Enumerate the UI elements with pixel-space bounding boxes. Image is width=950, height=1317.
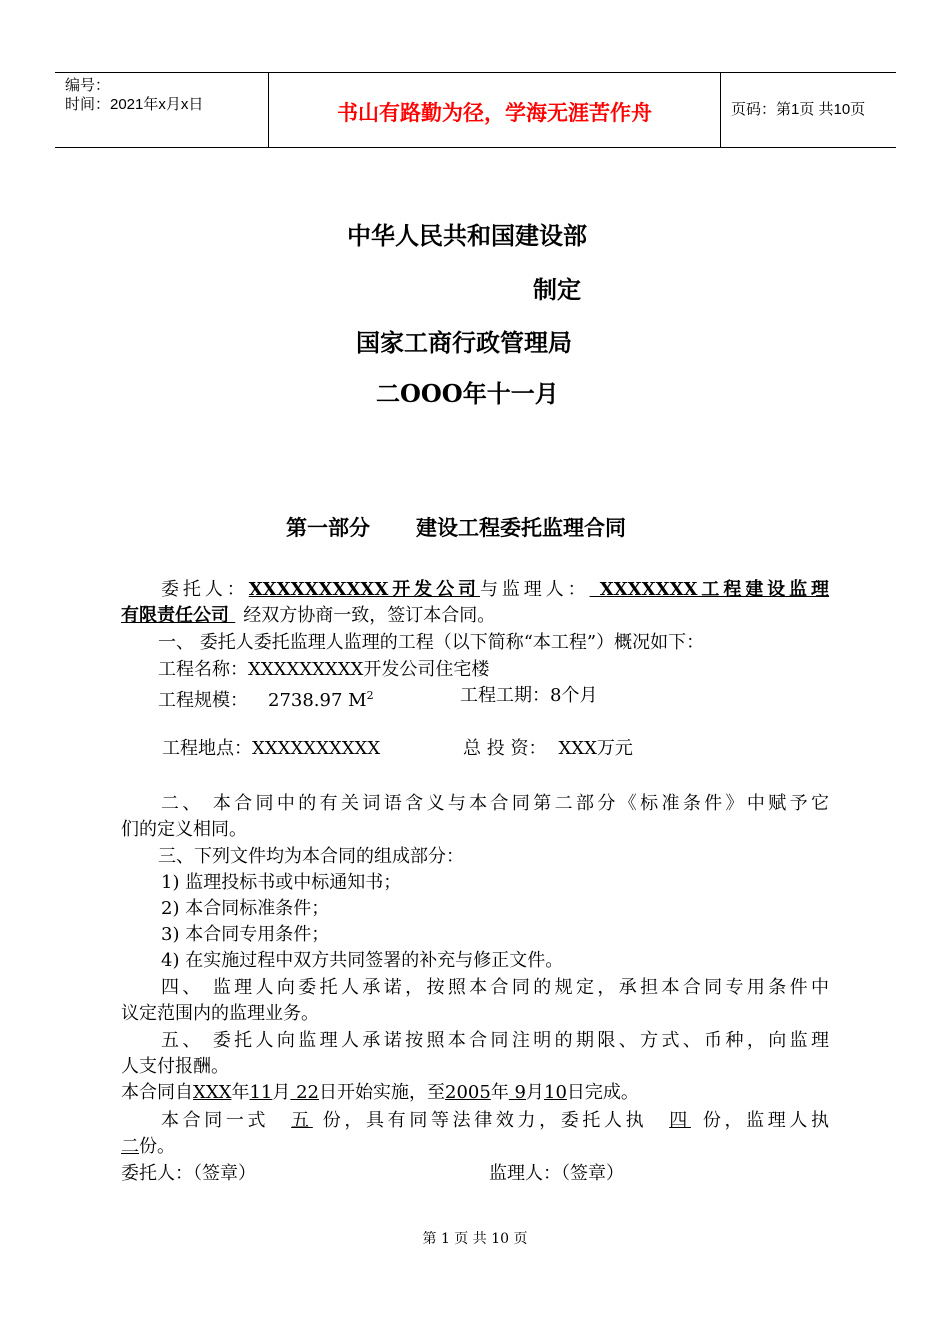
- clause-4-text-1: 四、 监理人向委托人承诺，按照本合同的规定，承担本合同专用条件中: [161, 977, 829, 998]
- part-heading: [286, 512, 626, 542]
- supervisor-name-1: XXXXXXX工程建设监理: [589, 579, 830, 600]
- term-text-d: 日开始实施，至: [319, 1082, 445, 1103]
- project-name: 工程名称：XXXXXXXXX开发公司住宅楼: [158, 659, 490, 680]
- project-duration: 工程工期：8个月: [460, 685, 598, 706]
- client-signature: 委托人：（签章）: [121, 1163, 256, 1184]
- copies-line-2: [121, 1135, 175, 1159]
- term-text-a: 本合同自: [121, 1082, 193, 1103]
- document-item-2: 2) 本合同标准条件；: [161, 898, 330, 919]
- page-header: [55, 72, 896, 148]
- term-start-month: 11: [249, 1082, 273, 1103]
- document-item-3: 3) 本合同专用条件；: [161, 924, 330, 945]
- issuer-administration: 国家工商行政管理局: [356, 328, 572, 357]
- clause-1: 一、 委托人委托监理人监理的工程（以下简称“本工程”）概况如下：: [158, 632, 705, 653]
- term-start-day: 22: [290, 1082, 319, 1103]
- header-motto: 书山有路勤为径，学海无涯苦作舟: [337, 100, 652, 125]
- term-text-c: 月: [272, 1082, 291, 1103]
- header-middle-cell: [268, 73, 721, 147]
- clause-4-line-2: 议定范围内的监理业务。: [121, 1003, 319, 1024]
- project-location: 工程地点：XXXXXXXXXX: [162, 738, 381, 759]
- header-left-cell: [55, 73, 268, 147]
- clause-5-line-2: 人支付报酬。: [121, 1056, 229, 1077]
- document-number-label: 编号：: [65, 77, 111, 94]
- clause-5-line-1: [121, 1029, 829, 1053]
- supervisor-signature: 监理人：（签章）: [489, 1163, 624, 1184]
- investment-label: 总 投 资：: [463, 738, 547, 759]
- issued-label: 制定: [533, 275, 581, 304]
- project-scale-row: [158, 684, 374, 713]
- part-number: 第一部分: [286, 515, 370, 540]
- term-text-g: 日完成。: [566, 1082, 639, 1103]
- copies-line-1: [121, 1109, 829, 1133]
- term-text-b: 年: [231, 1082, 250, 1103]
- header-page-label: 页码：第1页 共10页: [731, 101, 866, 118]
- clause-5-text-1: 五、 委托人向监理人承诺按照本合同注明的期限、方式、币种，向监理: [161, 1030, 829, 1051]
- term-end-year: 2005: [445, 1082, 491, 1103]
- issuer-ministry: 中华人民共和国建设部: [347, 221, 587, 250]
- parties-line-2: [121, 604, 495, 628]
- document-item-1: 1) 监理投标书或中标通知书；: [161, 872, 402, 893]
- clause-2-line-1: [121, 792, 829, 816]
- document-time-label: 时间：2021年x月x日: [65, 96, 204, 113]
- clause-2-text-1: 二、 本合同中的有关词语含义与本合同第二部分《标准条件》中赋予它: [161, 793, 829, 814]
- investment-row: [463, 737, 633, 761]
- copies-total: 五: [291, 1110, 313, 1131]
- issue-date: 二OOO年十一月: [376, 379, 559, 408]
- clause-3: 三、下列文件均为本合同的组成部分：: [158, 846, 464, 867]
- term-end-day: 10: [544, 1082, 567, 1103]
- term-end-month: 9: [508, 1082, 526, 1103]
- document-item-4: 4) 在实施过程中双方共同签署的补充与修正文件。: [161, 950, 564, 971]
- scale-unit-sup: 2: [366, 689, 374, 702]
- contract-term: [121, 1081, 639, 1105]
- term-text-f: 月: [526, 1082, 544, 1103]
- investment-value: XXX万元: [558, 738, 633, 759]
- copies-supervisor: 二: [121, 1136, 139, 1157]
- agreement-text: 经双方协商一致，签订本合同。: [243, 605, 496, 626]
- page-footer: 第 1 页 共 10 页: [422, 1231, 528, 1247]
- copies-text-d: 份。: [139, 1136, 175, 1157]
- header-right-cell: [721, 73, 896, 147]
- copies-text-a: 本合同一式: [161, 1110, 270, 1131]
- clause-4-line-1: [121, 976, 829, 1000]
- scale-value: 2738.97 M: [268, 690, 367, 711]
- parties-line-1: [121, 578, 829, 602]
- client-name: XXXXXXXXXX开发公司: [248, 579, 480, 600]
- client-prefix: 委托人：: [161, 579, 249, 600]
- copies-client: 四: [669, 1110, 691, 1131]
- copies-text-b: 份，具有同等法律效力，委托人执: [322, 1110, 648, 1131]
- copies-text-c: 份，监理人执: [702, 1110, 830, 1131]
- clause-2-line-2: 们的定义相同。: [121, 819, 247, 840]
- term-text-e: 年: [490, 1082, 509, 1103]
- term-start-year: XXX: [193, 1082, 232, 1103]
- part-title: 建设工程委托监理合同: [416, 515, 626, 540]
- scale-label: 工程规模：: [158, 690, 248, 711]
- supervisor-prefix: 与监理人：: [479, 579, 590, 600]
- supervisor-name-2: 有限责任公司: [121, 605, 236, 626]
